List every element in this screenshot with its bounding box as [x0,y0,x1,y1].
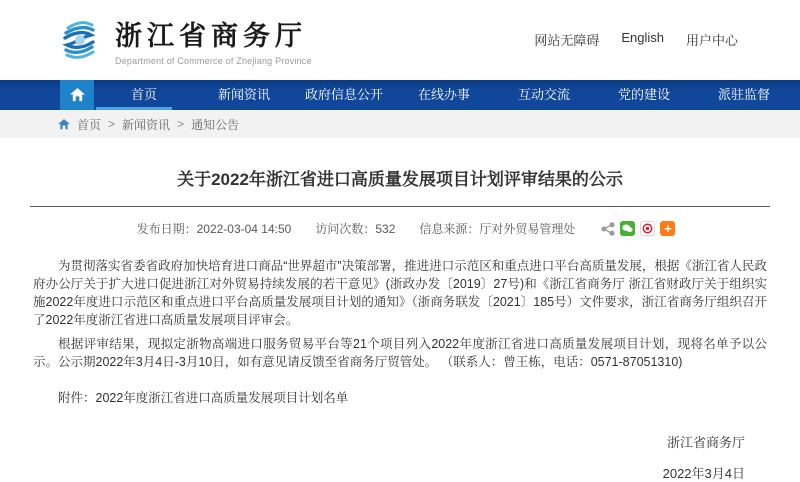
signature-block [0,432,800,482]
info-source-value: 厅对外贸易管理处 [479,222,576,236]
site-brand [115,14,312,66]
nav-item-interaction[interactable]: 互动交流 [517,87,570,102]
share-icon[interactable] [601,222,615,236]
weibo-share-icon[interactable] [640,221,655,236]
nav-item-party-building[interactable]: 党的建设 [617,87,670,102]
site-title: 浙江省商务厅 [115,21,307,51]
home-icon [70,88,85,102]
site-header [0,0,800,80]
site-subtitle: Department of Commerce of Zhejiang Province [115,56,312,66]
info-source-label: 信息来源： [419,222,480,236]
page-title: 关于2022年浙江省进口高质量发展项目计划评审结果的公示 [177,170,623,189]
nav-item-supervision[interactable]: 派驻监督 [717,87,770,102]
nav-item-home[interactable]: 首页 [94,80,194,110]
breadcrumb [0,110,800,138]
user-center-link[interactable]: 用户中心 [685,33,738,48]
publish-date-value: 2022-03-04 14:50 [196,222,292,236]
nav-home-button[interactable] [60,80,94,110]
nav-item-gov-info[interactable]: 政府信息公开 [304,87,383,102]
visit-count [315,220,395,237]
breadcrumb-news[interactable]: 新闻资讯 [122,117,171,132]
breadcrumb-notices[interactable]: 通知公告 [191,117,240,132]
breadcrumb-home-icon [58,119,70,130]
nav-item-online-services[interactable]: 在线办事 [417,87,470,102]
title-divider [30,206,770,207]
article-meta [0,220,800,237]
article-body [0,257,800,371]
main-nav [0,80,800,110]
article-container [0,138,800,482]
info-source [419,220,575,237]
publish-date-label: 发布日期： [136,222,197,236]
more-share-icon[interactable]: + [660,221,675,236]
wechat-share-icon[interactable] [620,221,635,236]
attachment-line[interactable]: 附件：2022年度浙江省进口高质量发展项目计划名单 [58,390,349,405]
breadcrumb-separator: > [108,117,116,131]
nav-item-news[interactable]: 新闻资讯 [217,87,270,102]
breadcrumb-home[interactable]: 首页 [77,117,102,132]
article-paragraph: 为贯彻落实省委省政府加快培育进口商品“世界超市”决策部署，推进进口示范区和重点进口平台高质量发展，根据《浙江省人民政府办公厅关于扩大进口促进浙江对外贸易持续发展的若干意见》(浙政办发〔2019〕27号)和《浙江省商务厅 浙江省财政厅关于组织实施2022年度进口示范区和重点进口平台高质量发展项目计划的通知》（浙商务联发〔2021〕185号）文件要求，浙江省商务厅组织召开了2022年度浙江省进口高质量发展项目评审会。 [33,259,767,328]
breadcrumb-separator: > [177,117,185,131]
signature-agency: 浙江省商务厅 [666,434,745,450]
visit-count-value: 532 [375,222,396,236]
accessibility-link[interactable]: 网站无障碍 [534,33,600,48]
top-utility-links [534,30,738,49]
signature-date: 2022年3月4日 [662,465,745,481]
publish-date [137,220,292,237]
share-buttons [601,221,675,236]
english-link[interactable]: English [621,30,664,45]
visit-count-label: 访问次数： [315,222,376,236]
article-paragraph: 根据评审结果，现拟定浙物高端进口服务贸易平台等21个项目列入2022年度浙江省进口高质量发展项目计划，现将名单予以公示。公示期2022年3月4日-3月10日，如有意见请反馈至省商务厅贸管处。 （联系人：曾王栋，电话：0571-87051310) [33,336,767,369]
zhejiang-commerce-logo-icon [55,16,103,64]
